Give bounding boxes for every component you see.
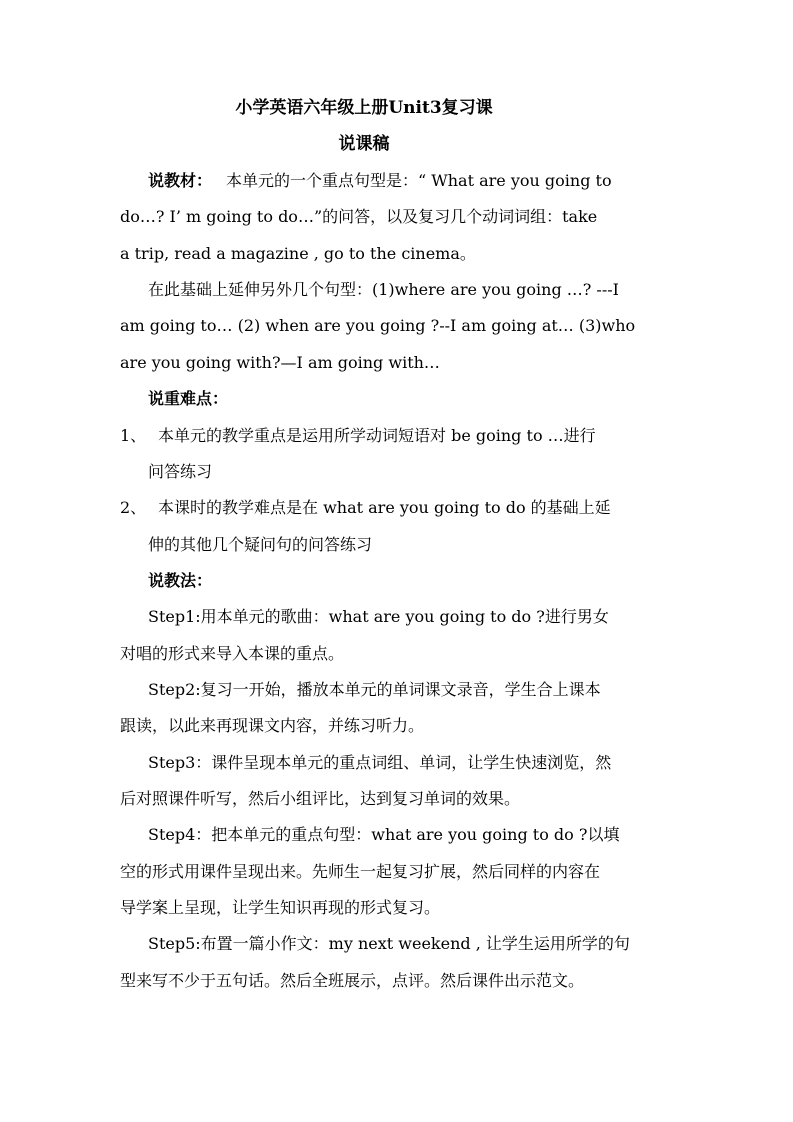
step-4-line-1: Step4：把本单元的重点句型：what are you going to do ?以填: [148, 825, 620, 844]
step-5-line-2: 型来写不少于五句话。然后全班展示，点评。然后课件出示范文。: [120, 971, 585, 990]
step-2-line-1: Step2:复习一开始，播放本单元的单词课文录音，学生合上课本: [148, 680, 601, 699]
difficulty-item-1-line-2: 问答练习: [148, 462, 213, 481]
material-text-1: 本单元的一个重点句型是：“ What are you going to: [226, 171, 612, 190]
method-heading: 说教法：: [148, 571, 213, 590]
material-text-6: are you going with?—I am going with…: [120, 353, 440, 372]
material-text-4: 在此基础上延伸另外几个句型：(1)where are you going …? ---I: [148, 280, 619, 299]
step-3-line-2: 后对照课件听写，然后小组评比，达到复习单词的效果。: [120, 789, 521, 808]
list-number-1: 1、: [120, 426, 147, 445]
step-5-line-1: Step5:布置一篇小作文：my next weekend , 让学生运用所学的句: [148, 934, 630, 953]
material-paragraph-line-1: [148, 169, 612, 193]
step-3-line-1: Step3：课件呈现本单元的重点词组、单词，让学生快速浏览，然: [148, 753, 612, 772]
step-1-line-1: Step1:用本单元的歌曲：what are you going to do ?进行男女: [148, 607, 609, 626]
document-subtitle: 说课稿: [338, 134, 390, 154]
step-2-line-2: 跟读，以此来再现课文内容，并练习听力。: [120, 716, 425, 735]
difficulty-item-2-line-2: 伸的其他几个疑问句的问答练习: [148, 535, 373, 554]
step-4-line-3: 导学案上呈现，让学生知识再现的形式复习。: [120, 898, 441, 917]
material-heading: 说教材：: [148, 171, 213, 190]
difficulty-item-2-line-1: 本课时的教学难点是在 what are you going to do 的基础上延: [158, 498, 611, 517]
list-number-2: 2、: [120, 498, 147, 517]
step-4-line-2: 空的形式用课件呈现出来。先师生一起复习扩展，然后同样的内容在: [120, 862, 601, 881]
difficulty-item-1-line-1: 本单元的教学重点是运用所学动词短语对 be going to …进行: [158, 426, 596, 445]
difficulty-heading: 说重难点：: [148, 389, 229, 408]
material-text-2: do…? I’ m going to do…”的问答，以及复习几个动词词组：take: [120, 207, 598, 226]
material-text-5: am going to… (2) when are you going ?--I am going at… (3)who: [120, 316, 636, 335]
material-text-3: a trip, read a magazine , go to the cinema。: [120, 244, 476, 263]
step-1-line-2: 对唱的形式来导入本课的重点。: [120, 644, 345, 663]
document-title: 小学英语六年级上册Unit3复习课: [235, 98, 493, 118]
